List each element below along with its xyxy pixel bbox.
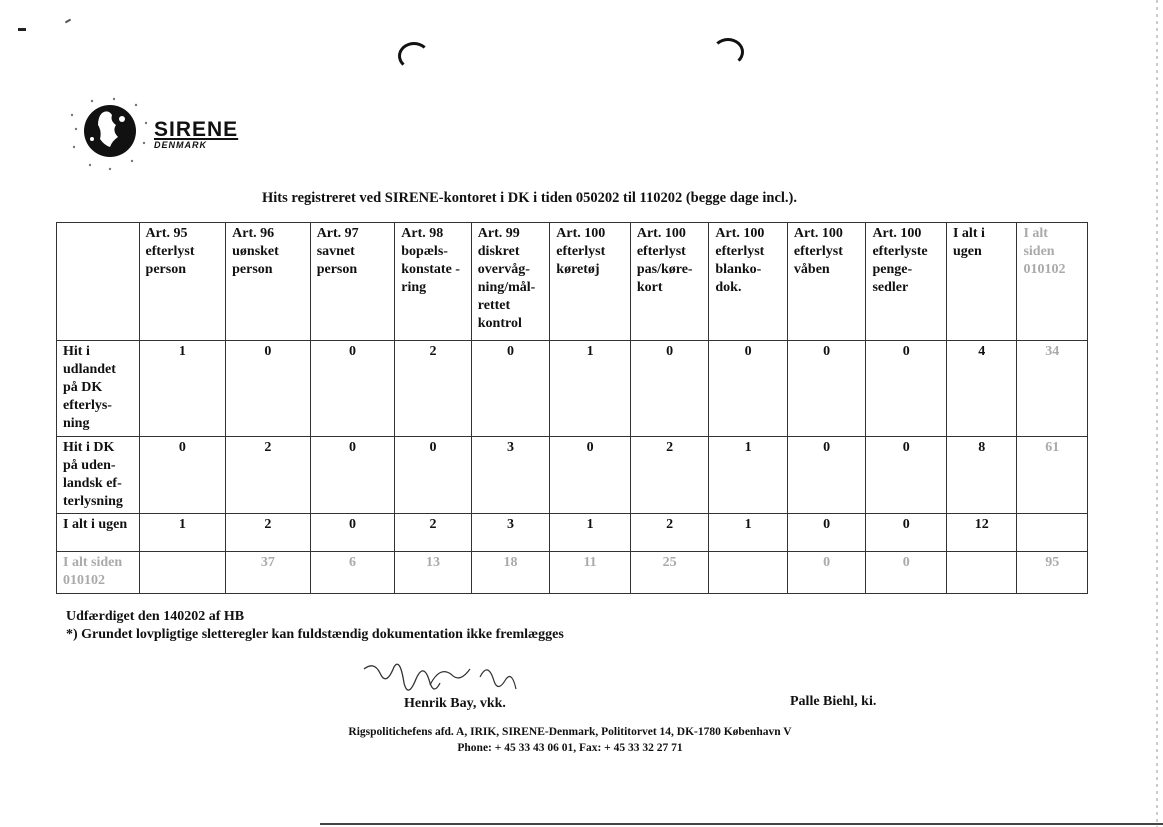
document-footer — [310, 724, 830, 756]
table-cell: 0 — [139, 437, 226, 514]
table-cell: 18 — [471, 552, 550, 594]
table-cell: 34 — [1017, 341, 1088, 437]
table-cell: 12 — [946, 514, 1016, 552]
table-cell: 95 — [1017, 552, 1088, 594]
table-cell: 37 — [226, 552, 311, 594]
footer-address: Rigspolitichefens afd. A, IRIK, SIRENE-Denmark, Polititorvet 14, DK-1780 København V — [348, 726, 792, 738]
table-cell: 0 — [310, 341, 395, 437]
logo-main-text: SIRENE — [154, 118, 239, 141]
scan-bottom-edge — [320, 823, 1163, 825]
table-cell: 2 — [630, 514, 709, 552]
table-cell: 0 — [471, 341, 550, 437]
table-cell: 0 — [866, 437, 947, 514]
table-cell: 6 — [310, 552, 395, 594]
logo-wordmark — [154, 118, 238, 150]
logo-sub-text: DENMARK — [154, 140, 207, 150]
table-cell: 1 — [550, 514, 631, 552]
signature-henrik-bay: Henrik Bay, vkk. — [404, 696, 506, 711]
header-since-total: I alt siden 010102 — [1017, 223, 1088, 341]
table-cell: 1 — [709, 514, 788, 552]
table-row — [57, 552, 1088, 594]
table-cell — [709, 552, 788, 594]
header-art100-banknotes: Art. 100 efterlyste penge-sedler — [866, 223, 947, 341]
table-cell: 0 — [310, 437, 395, 514]
table-row — [57, 514, 1088, 552]
scan-edge — [1156, 0, 1158, 827]
punch-hole-right — [712, 38, 744, 66]
table-cell: 0 — [787, 341, 866, 437]
table-cell: 0 — [866, 514, 947, 552]
table-cell: 2 — [395, 341, 472, 437]
table-cell: 11 — [550, 552, 631, 594]
row-label: I alt siden 010102 — [57, 552, 140, 594]
table-cell: 0 — [866, 552, 947, 594]
table-cell: 0 — [310, 514, 395, 552]
table-cell: 61 — [1017, 437, 1088, 514]
table-row — [57, 437, 1088, 514]
header-art96: Art. 96 uønsket person — [226, 223, 311, 341]
table-row — [57, 341, 1088, 437]
table-cell: 2 — [395, 514, 472, 552]
table-cell: 0 — [787, 514, 866, 552]
table-cell: 8 — [946, 437, 1016, 514]
table-cell — [1017, 514, 1088, 552]
table-cell — [139, 552, 226, 594]
header-art95: Art. 95 efterlyst person — [139, 223, 226, 341]
table-cell: 0 — [866, 341, 947, 437]
header-cell-empty — [57, 223, 140, 341]
punch-hole-left — [398, 42, 430, 70]
document-title: Hits registreret ved SIRENE-kontoret i DK i tiden 050202 til 110202 (begge dage incl.). — [262, 190, 797, 206]
table-cell: 25 — [630, 552, 709, 594]
table-cell: 1 — [139, 341, 226, 437]
scan-mark — [65, 19, 71, 24]
table-cell: 1 — [139, 514, 226, 552]
table-cell: 3 — [471, 514, 550, 552]
table-cell: 0 — [395, 437, 472, 514]
table-cell: 2 — [226, 514, 311, 552]
header-art100-passport: Art. 100 efterlyst pas/køre-kort — [630, 223, 709, 341]
table-cell: 4 — [946, 341, 1016, 437]
table-cell — [946, 552, 1016, 594]
header-row — [57, 223, 1088, 341]
header-week-total: I alt i ugen — [946, 223, 1016, 341]
table-cell: 0 — [226, 341, 311, 437]
table-cell: 2 — [226, 437, 311, 514]
deletion-rules-note: *) Grundet lovpligtige sletteregler kan fuldstændig dokumentation ikke fremlægges — [66, 627, 564, 642]
header-art97: Art. 97 savnet person — [310, 223, 395, 341]
footer-contact: Phone: + 45 33 43 06 01, Fax: + 45 33 32 27 71 — [457, 742, 683, 754]
prepared-by-line: Udfærdiget den 140202 af HB — [66, 609, 245, 624]
table-cell: 2 — [630, 437, 709, 514]
hits-table — [56, 222, 1088, 594]
table-cell: 0 — [630, 341, 709, 437]
row-label: Hit i DK på uden-landsk ef-terlysning — [57, 437, 140, 514]
header-art100-vehicle: Art. 100 efterlyst køretøj — [550, 223, 631, 341]
table-cell: 0 — [550, 437, 631, 514]
table-cell: 0 — [787, 437, 866, 514]
signature-palle-biehl: Palle Biehl, ki. — [790, 694, 877, 709]
table-cell: 3 — [471, 437, 550, 514]
row-label: I alt i ugen — [57, 514, 140, 552]
document-notes — [66, 608, 564, 644]
header-art100-weapon: Art. 100 efterlyst våben — [787, 223, 866, 341]
header-art98: Art. 98 bopæls-konstate -ring — [395, 223, 472, 341]
scan-mark — [18, 28, 26, 31]
row-label: Hit i udlandet på DK efterlys-ning — [57, 341, 140, 437]
header-art99: Art. 99 diskret overvåg-ning/mål-rettet kontrol — [471, 223, 550, 341]
header-art100-blank-doc: Art. 100 efterlyst blanko-dok. — [709, 223, 788, 341]
table-cell: 0 — [787, 552, 866, 594]
table-cell: 1 — [709, 437, 788, 514]
table-cell: 1 — [550, 341, 631, 437]
table-cell: 13 — [395, 552, 472, 594]
table-cell: 0 — [709, 341, 788, 437]
